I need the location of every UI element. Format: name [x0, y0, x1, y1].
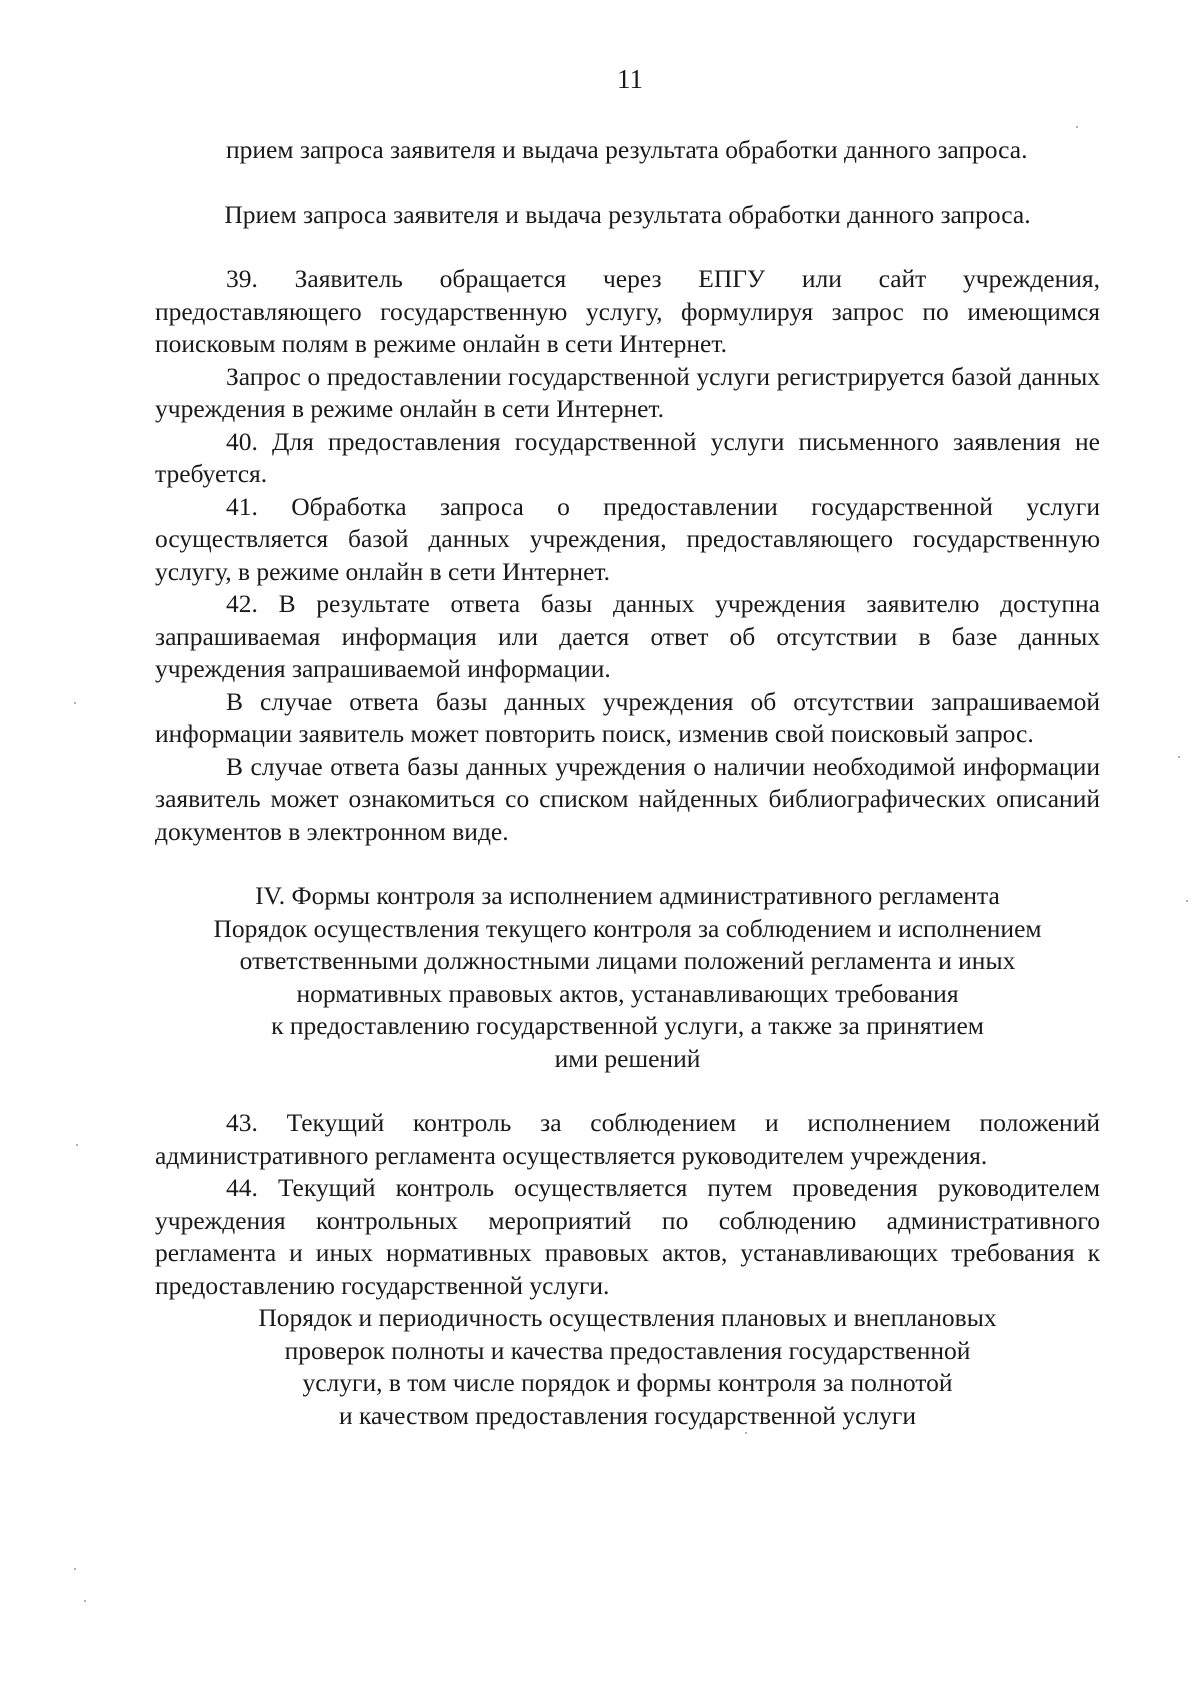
paragraph-42: 42. В результате ответа базы данных учреждения заявителю доступна запрашиваемая информация или дается ответ об отсутствии в базе данных учреждения запрашиваемой информации.: [155, 589, 1100, 683]
subheading-line: и качеством предоставления государственной услуги: [339, 1400, 916, 1430]
subheading-line: ими решений: [554, 1043, 701, 1073]
scan-speck: [1178, 756, 1180, 758]
subheading-line: проверок полноты и качества предоставления государственной: [284, 1335, 971, 1365]
document-body: [155, 134, 1100, 1432]
subheading-current-control: [155, 913, 1100, 1076]
subheading-line: услуги, в том числе порядок и формы контроля за полнотой: [302, 1368, 953, 1397]
subheading-line: ответственными должностными лицами положений регламента и иных: [239, 946, 1016, 975]
paragraph-41: 41. Обработка запроса о предоставлении государственной услуги осуществляется базой данных учреждения, предоставляющего государственную услугу, в режиме онлайн в сети Интернет.: [155, 491, 1100, 586]
scan-speck: [745, 1432, 747, 1434]
paragraph-42-case-present: В случае ответа базы данных учреждения о наличии необходимой информации заявитель может ознакомиться со списком найденных библиографических описаний документов в электронном виде.: [155, 751, 1100, 846]
paragraph-43: 43. Текущий контроль за соблюдением и исполнением положений административного регламента осуществляется руководителем учреждения.: [155, 1108, 1100, 1170]
subheading-line: к предоставлению государственной услуги, а также за принятием: [271, 1011, 984, 1040]
paragraph-44: 44. Текущий контроль осуществляется путем проведения руководителем учреждения контрольных мероприятий по соблюдению административного регламента и иных нормативных правовых актов, устанавливающих требования к предоставлению государственной услуги.: [155, 1173, 1100, 1300]
page-number: 11: [617, 64, 643, 94]
paragraph-40: 40. Для предоставления государственной услуги письменного заявления не требуется.: [155, 426, 1100, 488]
section-heading-iv: IV. Формы контроля за исполнением административного регламента: [255, 881, 1000, 910]
scan-speck: [74, 702, 76, 704]
paragraph-42-case-absent: В случае ответа базы данных учреждения об отсутствии запрашиваемой информации заявитель может повторить поиск, изменив свой поисковый запрос.: [155, 686, 1100, 748]
scan-speck: [74, 1568, 76, 1570]
scan-speck: [84, 1600, 86, 1602]
scan-speck: [1076, 126, 1078, 128]
scan-speck: [1186, 900, 1188, 902]
subheading-request-reception: Прием запроса заявителя и выдача результата обработки данного запроса.: [224, 199, 1031, 229]
paragraph-intro: прием запроса заявителя и выдача результата обработки данного запроса.: [226, 135, 1028, 164]
subheading-line: Порядок осуществления текущего контроля за соблюдением и исполнением: [213, 913, 1042, 943]
subheading-inspections: [155, 1302, 1100, 1432]
subheading-line: нормативных правовых актов, устанавливающих требования: [296, 978, 959, 1008]
paragraph-39: 39. Заявитель обращается через ЕПГУ или сайт учреждения, предоставляющего государственную услугу, формулируя запрос по имеющимся поисковым полям в режиме онлайн в сети Интернет.: [155, 264, 1100, 358]
subheading-line: Порядок и периодичность осуществления плановых и внеплановых: [258, 1303, 997, 1332]
paragraph-39-continued: Запрос о предоставлении государственной услуги регистрируется базой данных учреждения в режиме онлайн в сети Интернет.: [155, 361, 1100, 423]
scan-speck: [76, 1144, 78, 1146]
